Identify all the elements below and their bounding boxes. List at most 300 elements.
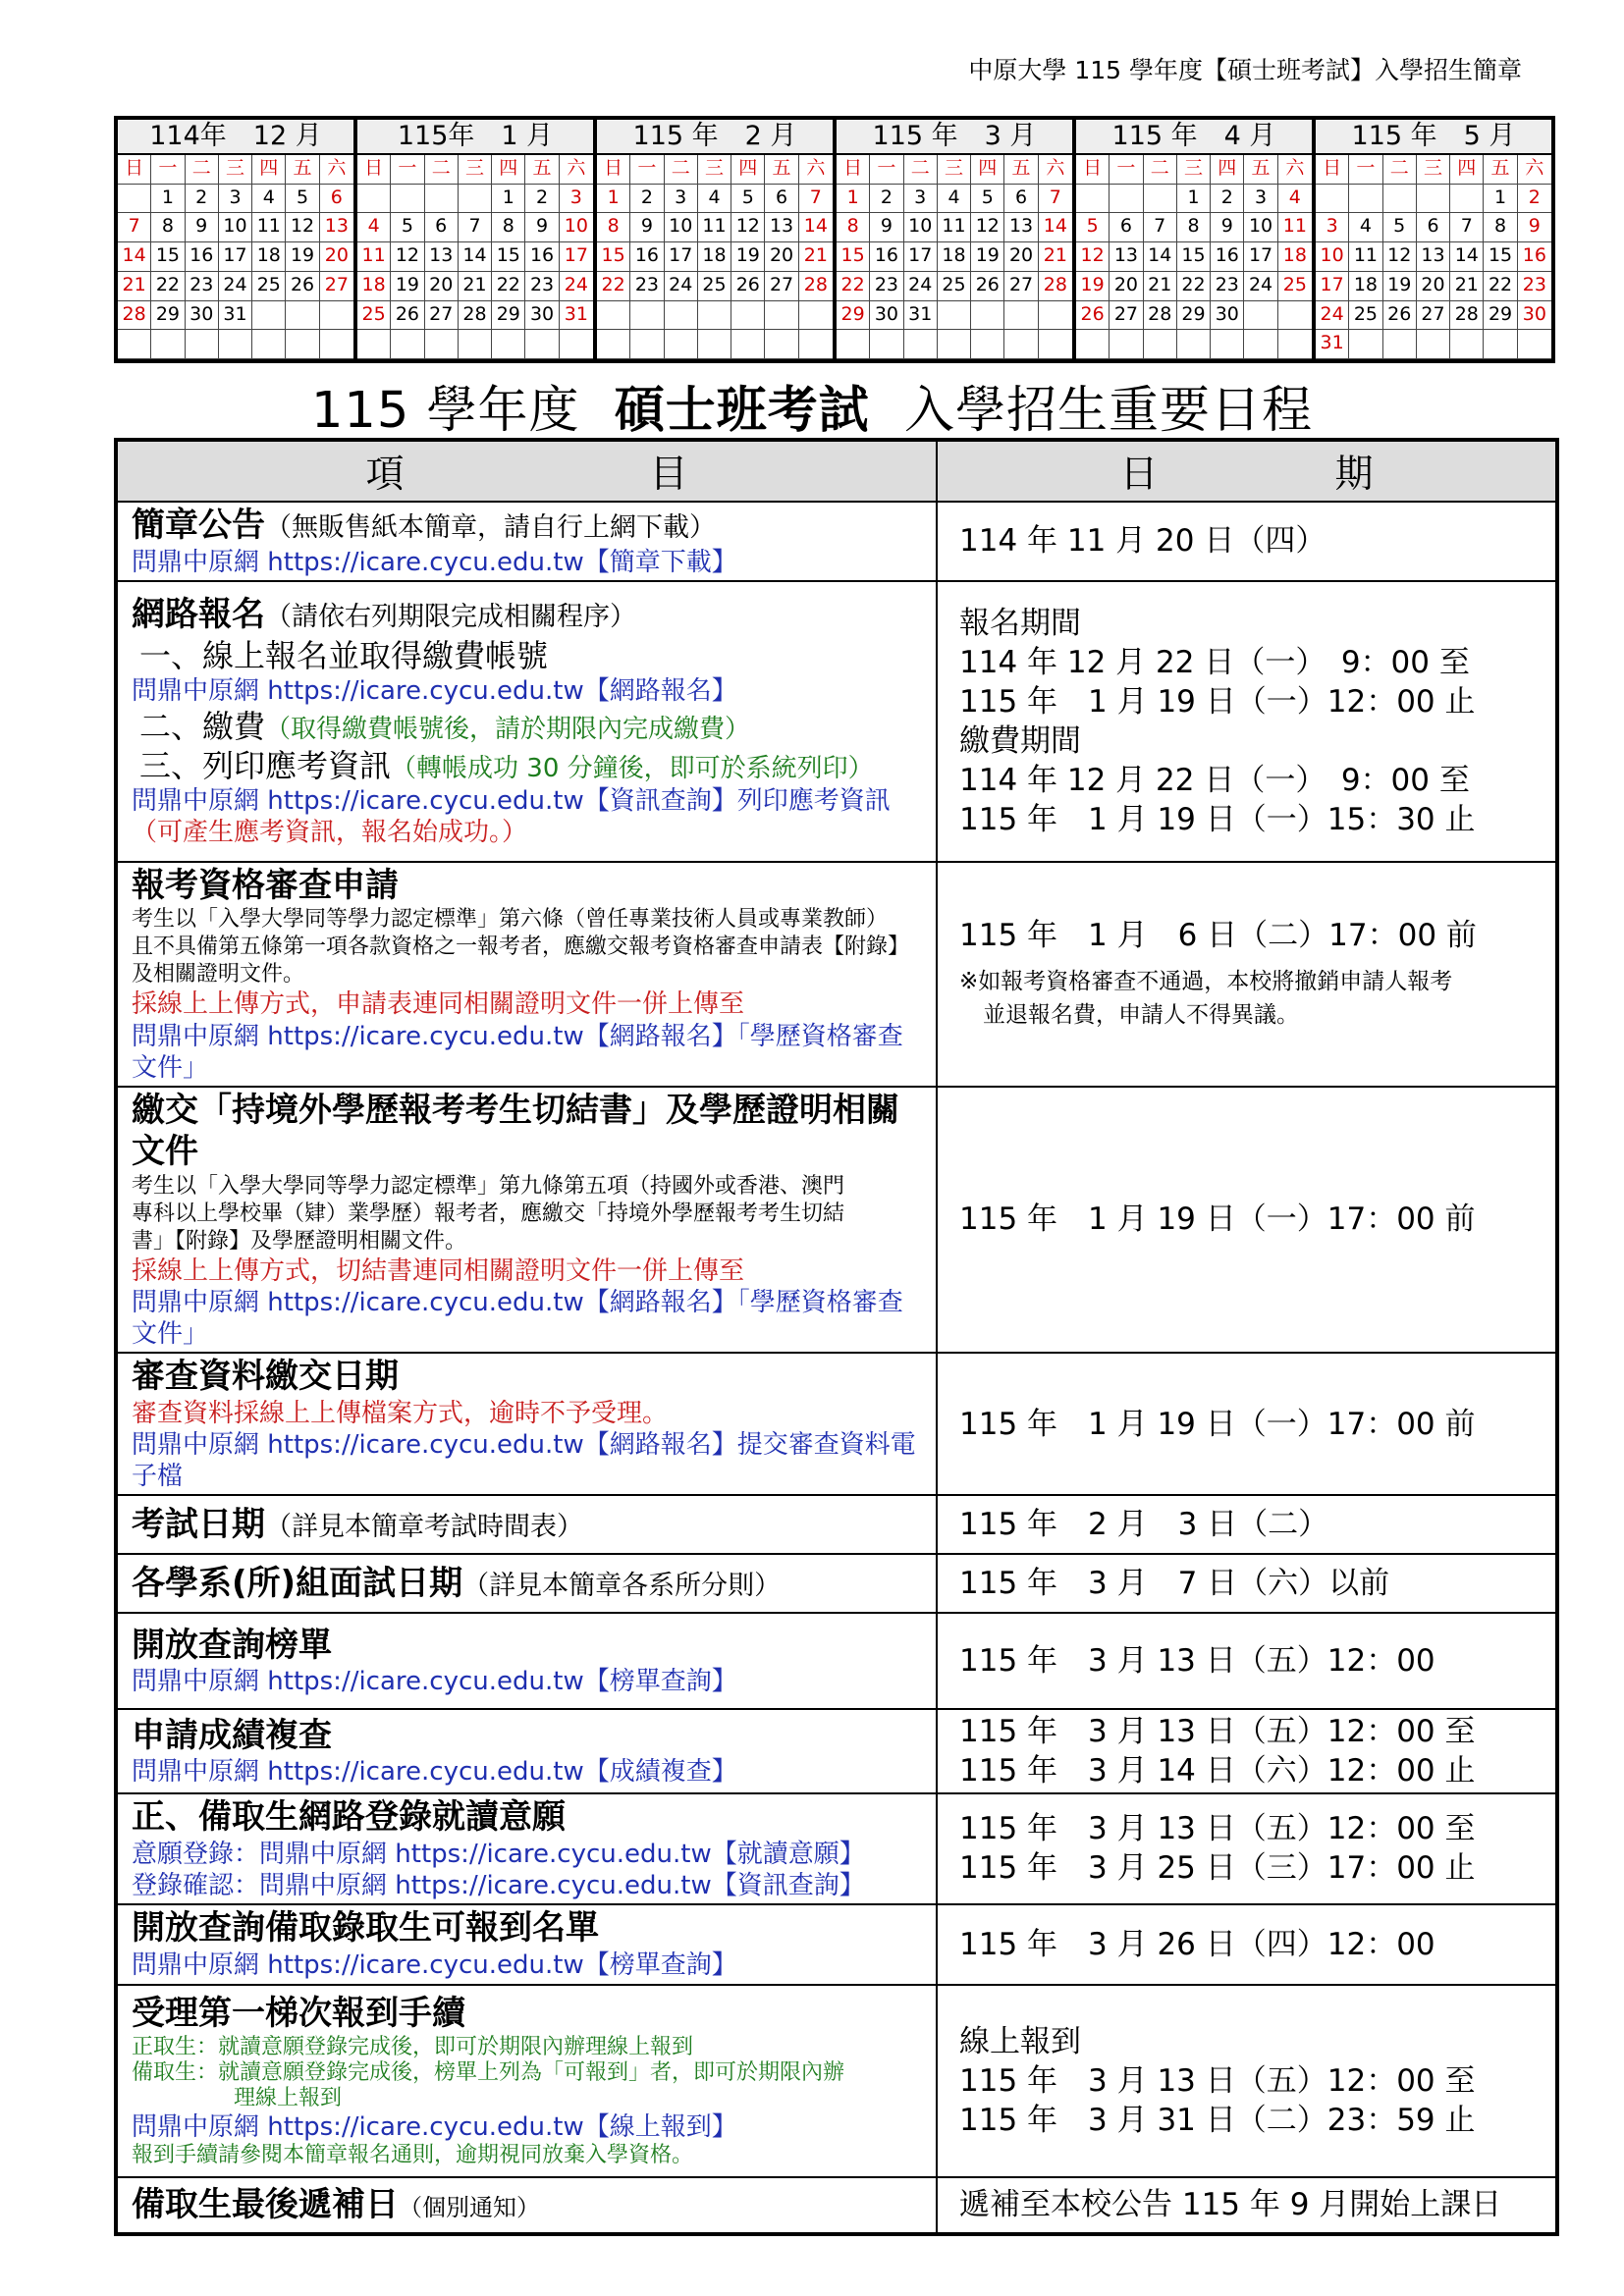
weekday-header: 五 bbox=[525, 155, 559, 185]
day-cell: 1 bbox=[597, 185, 630, 214]
row-date: 115 年 3 月 7 日（六）以前 bbox=[937, 1554, 1557, 1613]
weekday-header: 一 bbox=[630, 155, 664, 185]
day-cell: 11 bbox=[252, 213, 286, 242]
day-cell bbox=[971, 301, 1004, 331]
day-cell: 9 bbox=[1211, 213, 1244, 242]
day-cell bbox=[971, 330, 1004, 359]
day-cell bbox=[1110, 185, 1143, 214]
day-cell: 23 bbox=[870, 272, 903, 301]
day-cell: 16 bbox=[1211, 242, 1244, 272]
day-cell: 23 bbox=[630, 272, 664, 301]
day-cell bbox=[1039, 301, 1072, 331]
day-cell: 25 bbox=[357, 301, 391, 331]
day-cell bbox=[1039, 330, 1072, 359]
day-cell: 18 bbox=[357, 272, 391, 301]
day-cell bbox=[1144, 185, 1177, 214]
day-cell: 14 bbox=[118, 242, 151, 272]
day-cell: 26 bbox=[1383, 301, 1417, 331]
day-cell: 31 bbox=[560, 301, 593, 331]
day-cell: 18 bbox=[1278, 242, 1312, 272]
row-date: 115 年 3 月 13 日（五）12：00 bbox=[937, 1613, 1557, 1709]
weekday-header: 五 bbox=[1484, 155, 1517, 185]
day-cell bbox=[560, 330, 593, 359]
day-cell bbox=[459, 185, 492, 214]
day-cell: 10 bbox=[560, 213, 593, 242]
table-row bbox=[116, 862, 1557, 1087]
day-cell bbox=[459, 330, 492, 359]
day-cell bbox=[1349, 330, 1382, 359]
day-cell bbox=[698, 301, 731, 331]
day-cell: 2 bbox=[1518, 185, 1551, 214]
day-cell bbox=[1004, 330, 1038, 359]
day-cell: 6 bbox=[1110, 213, 1143, 242]
day-cell bbox=[118, 330, 151, 359]
day-cell: 14 bbox=[1450, 242, 1484, 272]
weekday-header: 一 bbox=[1349, 155, 1382, 185]
month-calendar bbox=[1316, 120, 1551, 359]
link-text[interactable]: 登錄確認：問鼎中原網 https://icare.cycu.edu.tw【資訊查詢】 bbox=[132, 1870, 865, 1900]
day-cell: 24 bbox=[1316, 301, 1349, 331]
table-row bbox=[116, 2177, 1557, 2234]
day-cell: 13 bbox=[1110, 242, 1143, 272]
day-cell: 19 bbox=[731, 242, 765, 272]
month-calendar bbox=[357, 120, 597, 359]
weekday-header: 三 bbox=[1177, 155, 1211, 185]
day-cell: 11 bbox=[1349, 242, 1382, 272]
day-cell bbox=[938, 301, 971, 331]
link-text[interactable]: 問鼎中原網 https://icare.cycu.edu.tw【網路報名】「學歷資格審查文件」 bbox=[132, 1021, 903, 1083]
day-cell: 28 bbox=[1144, 301, 1177, 331]
day-cell: 7 bbox=[1144, 213, 1177, 242]
day-cell: 29 bbox=[151, 301, 185, 331]
row-date: 114 年 11 月 20 日（四） bbox=[937, 502, 1557, 581]
day-cell: 3 bbox=[1316, 213, 1349, 242]
weekday-header: 日 bbox=[1316, 155, 1349, 185]
day-cell bbox=[938, 330, 971, 359]
day-cell: 12 bbox=[971, 213, 1004, 242]
weekday-header: 六 bbox=[799, 155, 833, 185]
day-cell: 27 bbox=[1417, 301, 1450, 331]
weekday-header: 一 bbox=[391, 155, 424, 185]
weekday-header: 三 bbox=[698, 155, 731, 185]
day-cell: 26 bbox=[1076, 301, 1110, 331]
weekday-header: 六 bbox=[320, 155, 353, 185]
table-row bbox=[116, 1353, 1557, 1495]
weekday-header: 五 bbox=[1244, 155, 1277, 185]
day-cell: 4 bbox=[1349, 213, 1382, 242]
day-cell: 28 bbox=[118, 301, 151, 331]
table-row bbox=[116, 1495, 1557, 1554]
row-date: 報名期間 114 年 12 月 22 日（一） 9：00 至 115 年 1 月 19 日（一）12：00 止 繳費期間 114 年 12 月 22 日（一） 9：00 至 115 年 1 月 19 日（一）15：30 止 bbox=[937, 581, 1557, 862]
day-cell bbox=[1518, 330, 1551, 359]
day-cell: 10 bbox=[1316, 242, 1349, 272]
link-text[interactable]: 問鼎中原網 https://icare.cycu.edu.tw【網路報名】提交審查資料電子檔 bbox=[132, 1430, 916, 1491]
day-cell: 17 bbox=[1244, 242, 1277, 272]
weekday-header: 四 bbox=[971, 155, 1004, 185]
day-cell: 10 bbox=[1244, 213, 1277, 242]
day-cell: 12 bbox=[1076, 242, 1110, 272]
day-cell: 30 bbox=[525, 301, 559, 331]
day-cell: 5 bbox=[391, 213, 424, 242]
weekday-header: 四 bbox=[492, 155, 525, 185]
day-cell: 21 bbox=[1144, 272, 1177, 301]
day-cell: 18 bbox=[938, 242, 971, 272]
link-text[interactable]: 問鼎中原網 https://icare.cycu.edu.tw【線上報到】 bbox=[132, 2111, 737, 2142]
day-cell: 23 bbox=[1518, 272, 1551, 301]
month-calendar bbox=[1076, 120, 1316, 359]
day-cell bbox=[731, 330, 765, 359]
day-cell bbox=[1004, 301, 1038, 331]
day-cell: 31 bbox=[219, 301, 252, 331]
day-cell: 12 bbox=[286, 213, 319, 242]
day-cell: 9 bbox=[630, 213, 664, 242]
day-cell bbox=[1177, 330, 1211, 359]
day-cell: 26 bbox=[391, 301, 424, 331]
day-cell: 9 bbox=[1518, 213, 1551, 242]
weekday-header: 日 bbox=[597, 155, 630, 185]
day-cell: 24 bbox=[1244, 272, 1277, 301]
day-cell: 15 bbox=[151, 242, 185, 272]
day-cell: 5 bbox=[286, 185, 319, 214]
day-cell: 25 bbox=[698, 272, 731, 301]
day-cell: 20 bbox=[425, 272, 459, 301]
day-cell: 27 bbox=[425, 301, 459, 331]
day-cell: 7 bbox=[1450, 213, 1484, 242]
day-cell: 28 bbox=[459, 301, 492, 331]
day-cell: 9 bbox=[870, 213, 903, 242]
day-cell bbox=[1076, 330, 1110, 359]
title-year: 115 學年度 bbox=[310, 382, 580, 440]
day-cell bbox=[698, 330, 731, 359]
weekday-header: 二 bbox=[1144, 155, 1177, 185]
day-cell: 7 bbox=[1039, 185, 1072, 214]
month-title: 115 年 3 月 bbox=[837, 120, 1072, 155]
link-text[interactable]: 問鼎中原網 https://icare.cycu.edu.tw【成績複查】 bbox=[132, 1757, 737, 1788]
link-text[interactable]: 問鼎中原網 https://icare.cycu.edu.tw【網路報名】 bbox=[132, 675, 737, 706]
day-cell: 16 bbox=[630, 242, 664, 272]
weekday-header: 日 bbox=[357, 155, 391, 185]
day-cell: 18 bbox=[1349, 272, 1382, 301]
day-cell: 14 bbox=[1144, 242, 1177, 272]
day-cell: 3 bbox=[904, 185, 938, 214]
weekday-header: 一 bbox=[1110, 155, 1143, 185]
day-cell: 3 bbox=[1244, 185, 1277, 214]
day-cell: 22 bbox=[151, 272, 185, 301]
day-cell: 21 bbox=[799, 242, 833, 272]
day-cell: 5 bbox=[1076, 213, 1110, 242]
day-cell: 2 bbox=[525, 185, 559, 214]
weekday-header: 四 bbox=[252, 155, 286, 185]
day-cell: 13 bbox=[1004, 213, 1038, 242]
day-cell bbox=[1278, 301, 1312, 331]
day-cell bbox=[219, 330, 252, 359]
link-text[interactable]: 問鼎中原網 https://icare.cycu.edu.tw【簡章下載】 bbox=[132, 547, 737, 577]
weekday-header: 三 bbox=[219, 155, 252, 185]
day-cell: 7 bbox=[459, 213, 492, 242]
row-item: 申請成績複查 問鼎中原網 https://icare.cycu.edu.tw【成績複查】 bbox=[116, 1709, 937, 1793]
day-cell bbox=[1484, 330, 1517, 359]
day-cell bbox=[1244, 301, 1277, 331]
day-cell bbox=[1417, 185, 1450, 214]
day-cell bbox=[765, 301, 798, 331]
day-cell: 30 bbox=[1518, 301, 1551, 331]
day-cell: 27 bbox=[1004, 272, 1038, 301]
link-text[interactable]: 問鼎中原網 https://icare.cycu.edu.tw【網路報名】「學歷資格審查文件」 bbox=[132, 1288, 903, 1349]
day-cell bbox=[837, 330, 870, 359]
day-cell: 6 bbox=[765, 185, 798, 214]
day-cell: 30 bbox=[186, 301, 219, 331]
table-row bbox=[116, 1709, 1557, 1793]
day-cell bbox=[799, 301, 833, 331]
row-date: 115 年 1 月 19 日（一）17：00 前 bbox=[937, 1087, 1557, 1354]
month-calendar bbox=[837, 120, 1076, 359]
day-cell: 17 bbox=[560, 242, 593, 272]
weekday-header: 五 bbox=[765, 155, 798, 185]
day-cell: 21 bbox=[459, 272, 492, 301]
page-header: 中原大學 115 學年度【碩士班考試】入學招生簡章 bbox=[968, 56, 1522, 84]
day-cell: 29 bbox=[1484, 301, 1517, 331]
month-calendar bbox=[118, 120, 357, 359]
day-cell: 27 bbox=[320, 272, 353, 301]
day-cell: 14 bbox=[459, 242, 492, 272]
day-cell: 6 bbox=[425, 213, 459, 242]
link-text[interactable]: 意願登錄：問鼎中原網 https://icare.cycu.edu.tw【就讀意願】 bbox=[132, 1839, 865, 1869]
day-cell bbox=[665, 330, 698, 359]
day-cell: 9 bbox=[186, 213, 219, 242]
day-cell: 2 bbox=[186, 185, 219, 214]
day-cell: 8 bbox=[597, 213, 630, 242]
page-title bbox=[0, 369, 1624, 442]
day-cell bbox=[1211, 330, 1244, 359]
link-text[interactable]: 問鼎中原網 https://icare.cycu.edu.tw【榜單查詢】 bbox=[132, 1667, 737, 1697]
day-cell bbox=[391, 330, 424, 359]
day-cell: 11 bbox=[938, 213, 971, 242]
month-calendar bbox=[597, 120, 837, 359]
day-cell bbox=[425, 185, 459, 214]
calendar-strip bbox=[114, 116, 1555, 363]
day-cell: 15 bbox=[597, 242, 630, 272]
day-cell: 22 bbox=[492, 272, 525, 301]
day-cell: 21 bbox=[118, 272, 151, 301]
row-date: 115 年 3 月 13 日（五）12：00 至 115 年 3 月 25 日（三）17：00 止 bbox=[937, 1793, 1557, 1904]
header-item: 項 目 bbox=[116, 440, 937, 502]
day-cell: 24 bbox=[219, 272, 252, 301]
day-cell: 8 bbox=[151, 213, 185, 242]
day-cell: 3 bbox=[219, 185, 252, 214]
row-item: 各學系(所)組面試日期（詳見本簡章各系所分則） bbox=[116, 1554, 937, 1613]
weekday-header: 六 bbox=[1278, 155, 1312, 185]
day-cell: 29 bbox=[492, 301, 525, 331]
day-cell bbox=[870, 330, 903, 359]
day-cell: 27 bbox=[765, 272, 798, 301]
day-cell bbox=[904, 330, 938, 359]
day-cell: 19 bbox=[286, 242, 319, 272]
day-cell: 13 bbox=[425, 242, 459, 272]
day-cell: 18 bbox=[252, 242, 286, 272]
day-cell bbox=[1076, 185, 1110, 214]
day-cell: 24 bbox=[904, 272, 938, 301]
day-cell bbox=[1278, 330, 1312, 359]
day-cell: 28 bbox=[799, 272, 833, 301]
day-cell: 1 bbox=[1177, 185, 1211, 214]
weekday-header: 日 bbox=[837, 155, 870, 185]
table-row bbox=[116, 1554, 1557, 1613]
table-row bbox=[116, 1904, 1557, 1985]
day-cell: 19 bbox=[971, 242, 1004, 272]
table-row bbox=[116, 581, 1557, 862]
day-cell: 6 bbox=[1417, 213, 1450, 242]
row-date: 115 年 2 月 3 日（二） bbox=[937, 1495, 1557, 1554]
link-text[interactable]: 問鼎中原網 https://icare.cycu.edu.tw【榜單查詢】 bbox=[132, 1949, 737, 1980]
day-cell bbox=[357, 185, 391, 214]
month-title: 115年 1 月 bbox=[357, 120, 593, 155]
day-cell: 5 bbox=[971, 185, 1004, 214]
day-cell: 1 bbox=[1484, 185, 1517, 214]
day-cell bbox=[665, 301, 698, 331]
day-cell: 20 bbox=[1110, 272, 1143, 301]
title-schedule: 入學招生重要日程 bbox=[904, 382, 1314, 440]
day-cell bbox=[425, 330, 459, 359]
month-title: 115 年 2 月 bbox=[597, 120, 833, 155]
day-cell: 23 bbox=[525, 272, 559, 301]
day-cell: 7 bbox=[118, 213, 151, 242]
day-cell: 15 bbox=[492, 242, 525, 272]
day-cell: 19 bbox=[1383, 272, 1417, 301]
weekday-header: 三 bbox=[459, 155, 492, 185]
table-row bbox=[116, 1793, 1557, 1904]
day-cell bbox=[525, 330, 559, 359]
day-cell: 16 bbox=[870, 242, 903, 272]
day-cell bbox=[357, 330, 391, 359]
day-cell bbox=[286, 301, 319, 331]
day-cell bbox=[118, 185, 151, 214]
day-cell bbox=[597, 330, 630, 359]
weekday-header: 二 bbox=[1383, 155, 1417, 185]
day-cell bbox=[765, 330, 798, 359]
day-cell: 23 bbox=[1211, 272, 1244, 301]
day-cell: 5 bbox=[1383, 213, 1417, 242]
link-text[interactable]: 問鼎中原網 https://icare.cycu.edu.tw【資訊查詢】列印應考資訊 bbox=[132, 785, 891, 816]
row-item: 簡章公告（無販售紙本簡章，請自行上網下載） 問鼎中原網 https://icare.cycu.edu.tw【簡章下載】 bbox=[116, 502, 937, 581]
day-cell bbox=[630, 330, 664, 359]
day-cell: 19 bbox=[1076, 272, 1110, 301]
table-row bbox=[116, 1087, 1557, 1354]
day-cell bbox=[492, 330, 525, 359]
day-cell: 17 bbox=[1316, 272, 1349, 301]
day-cell: 21 bbox=[1039, 242, 1072, 272]
day-cell: 27 bbox=[1110, 301, 1143, 331]
day-cell: 13 bbox=[320, 213, 353, 242]
day-cell: 2 bbox=[630, 185, 664, 214]
day-cell: 11 bbox=[1278, 213, 1312, 242]
day-cell: 4 bbox=[938, 185, 971, 214]
row-item: 開放查詢備取錄取生可報到名單 問鼎中原網 https://icare.cycu.edu.tw【榜單查詢】 bbox=[116, 1904, 937, 1985]
day-cell: 30 bbox=[1211, 301, 1244, 331]
day-cell: 2 bbox=[1211, 185, 1244, 214]
day-cell bbox=[1417, 330, 1450, 359]
table-header-row bbox=[116, 440, 1557, 502]
day-cell: 6 bbox=[320, 185, 353, 214]
table-row bbox=[116, 1985, 1557, 2177]
day-cell: 22 bbox=[1484, 272, 1517, 301]
weekday-header: 六 bbox=[1518, 155, 1551, 185]
day-cell: 22 bbox=[837, 272, 870, 301]
day-cell bbox=[630, 301, 664, 331]
day-cell: 26 bbox=[731, 272, 765, 301]
day-cell bbox=[731, 301, 765, 331]
day-cell: 26 bbox=[971, 272, 1004, 301]
day-cell: 1 bbox=[837, 185, 870, 214]
day-cell bbox=[151, 330, 185, 359]
month-title: 115 年 5 月 bbox=[1316, 120, 1551, 155]
row-item: 受理第一梯次報到手續 正取生：就讀意願登錄完成後，即可於期限內辦理線上報到 備取生：就讀意願登錄完成後，榜單上列為「可報到」者，即可於期限內辦 理線上報到 問鼎中原網 https://icare.cycu.edu.tw【線上報到】 報到手續請參閱本簡章報名通則，逾期視同放棄入學資格。 bbox=[116, 1985, 937, 2177]
day-cell: 25 bbox=[1278, 272, 1312, 301]
day-cell: 14 bbox=[1039, 213, 1072, 242]
day-cell bbox=[320, 330, 353, 359]
day-cell: 29 bbox=[1177, 301, 1211, 331]
day-cell: 13 bbox=[765, 213, 798, 242]
title-exam: 碩士班考試 bbox=[614, 382, 870, 440]
day-cell: 21 bbox=[1450, 272, 1484, 301]
day-cell: 4 bbox=[698, 185, 731, 214]
day-cell: 7 bbox=[799, 185, 833, 214]
row-date: 遞補至本校公告 115 年 9 月開始上課日 bbox=[937, 2177, 1557, 2234]
weekday-header: 一 bbox=[151, 155, 185, 185]
row-item: 報考資格審查申請 考生以「入學大學同等學力認定標準」第六條（曾任專業技術人員或專業教師） 且不具備第五條第一項各款資格之一報考者，應繳交報考資格審查申請表【附錄】 及相關證明文件。 採線上上傳方式，申請表連同相關證明文件一併上傳至 問鼎中原網 https://icare.cycu.edu.tw【網路報名】「學歷資格審查文件」 bbox=[116, 862, 937, 1087]
day-cell: 28 bbox=[1450, 301, 1484, 331]
day-cell: 1 bbox=[492, 185, 525, 214]
day-cell: 26 bbox=[286, 272, 319, 301]
day-cell: 20 bbox=[320, 242, 353, 272]
weekday-header: 二 bbox=[425, 155, 459, 185]
day-cell: 19 bbox=[391, 272, 424, 301]
day-cell: 20 bbox=[1004, 242, 1038, 272]
day-cell: 22 bbox=[1177, 272, 1211, 301]
day-cell bbox=[391, 185, 424, 214]
day-cell bbox=[1349, 185, 1382, 214]
day-cell: 17 bbox=[219, 242, 252, 272]
day-cell: 8 bbox=[1177, 213, 1211, 242]
day-cell bbox=[1450, 330, 1484, 359]
row-date: 線上報到 115 年 3 月 13 日（五）12：00 至 115 年 3 月 31 日（二）23：59 止 bbox=[937, 1985, 1557, 2177]
weekday-header: 一 bbox=[870, 155, 903, 185]
day-cell: 31 bbox=[1316, 330, 1349, 359]
day-cell: 20 bbox=[765, 242, 798, 272]
day-cell: 20 bbox=[1417, 272, 1450, 301]
day-cell: 13 bbox=[1417, 242, 1450, 272]
day-cell: 16 bbox=[525, 242, 559, 272]
weekday-header: 日 bbox=[1076, 155, 1110, 185]
row-date: 115 年 3 月 13 日（五）12：00 至 115 年 3 月 14 日（六）12：00 止 bbox=[937, 1709, 1557, 1793]
day-cell bbox=[320, 301, 353, 331]
day-cell: 10 bbox=[219, 213, 252, 242]
day-cell: 17 bbox=[665, 242, 698, 272]
day-cell: 11 bbox=[698, 213, 731, 242]
day-cell: 12 bbox=[391, 242, 424, 272]
day-cell: 6 bbox=[1004, 185, 1038, 214]
day-cell: 16 bbox=[186, 242, 219, 272]
weekday-header: 四 bbox=[1211, 155, 1244, 185]
day-cell: 4 bbox=[1278, 185, 1312, 214]
day-cell bbox=[1316, 185, 1349, 214]
day-cell bbox=[252, 301, 286, 331]
day-cell bbox=[1110, 330, 1143, 359]
row-item: 考試日期（詳見本簡章考試時間表） bbox=[116, 1495, 937, 1554]
row-item: 開放查詢榜單 問鼎中原網 https://icare.cycu.edu.tw【榜單查詢】 bbox=[116, 1613, 937, 1709]
weekday-header: 二 bbox=[904, 155, 938, 185]
row-date: 115 年 1 月 6 日（二）17：00 前 ※如報考資格審查不通過，本校將撤銷申請人報考 並退報名費，申請人不得異議。 bbox=[937, 862, 1557, 1087]
day-cell: 8 bbox=[1484, 213, 1517, 242]
